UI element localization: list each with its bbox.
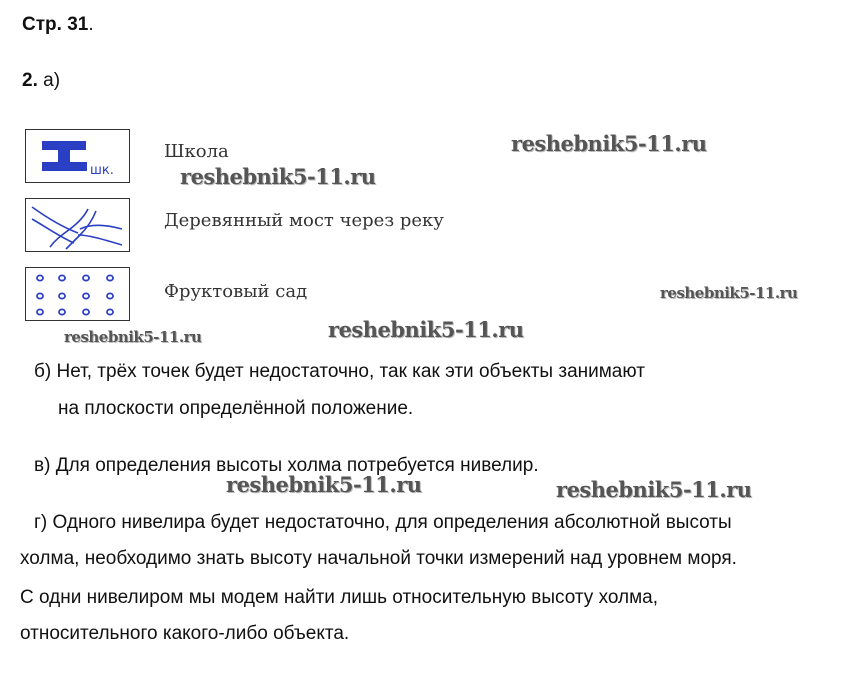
- answer-v: в) Для определения высоты холма потребуется нивелир.: [34, 455, 539, 476]
- watermark: reshebnik5-11.ru: [226, 472, 422, 497]
- school-label: Школа: [164, 141, 229, 162]
- watermark: reshebnik5-11.ru: [328, 317, 524, 342]
- watermark: reshebnik5-11.ru: [511, 131, 707, 156]
- orchard-symbol: [25, 267, 130, 321]
- answer-b-line1: б) Нет, трёх точек будет недостаточно, так как эти объекты занимают: [34, 361, 645, 382]
- watermark: reshebnik5-11.ru: [660, 284, 798, 302]
- bridge-symbol: [25, 198, 130, 252]
- answer-b-line2: на плоскости определённой положение.: [58, 398, 414, 419]
- school-sign-text: шк.: [90, 163, 114, 178]
- orchard-sign-icon: [26, 268, 129, 320]
- watermark: reshebnik5-11.ru: [64, 328, 202, 346]
- task-number: 2.: [22, 70, 38, 91]
- answer-g-line2: холма, необходимо знать высоту начальной точки измерений над уровнем моря.: [20, 548, 737, 569]
- school-sign-icon: [26, 130, 129, 182]
- page-ref-text: Стр. 31: [22, 14, 89, 35]
- answer-g-line1: г) Одного нивелира будет недостаточно, для определения абсолютной высоты: [34, 512, 732, 533]
- task-part: а): [43, 70, 61, 91]
- answer-g-line4: относительного какого-либо объекта.: [20, 623, 350, 644]
- watermark: reshebnik5-11.ru: [556, 477, 752, 502]
- watermark: reshebnik5-11.ru: [180, 164, 376, 189]
- page-reference: [22, 14, 94, 36]
- page-ref-dot: .: [88, 14, 94, 35]
- answer-g-line3: С одни нивелиром мы модем найти лишь относительную высоту холма,: [20, 587, 659, 608]
- bridge-sign-icon: [26, 199, 129, 251]
- orchard-label: Фруктовый сад: [164, 281, 308, 302]
- bridge-label: Деревянный мост через реку: [164, 210, 444, 231]
- task-heading: [22, 70, 60, 92]
- school-symbol: [25, 129, 130, 183]
